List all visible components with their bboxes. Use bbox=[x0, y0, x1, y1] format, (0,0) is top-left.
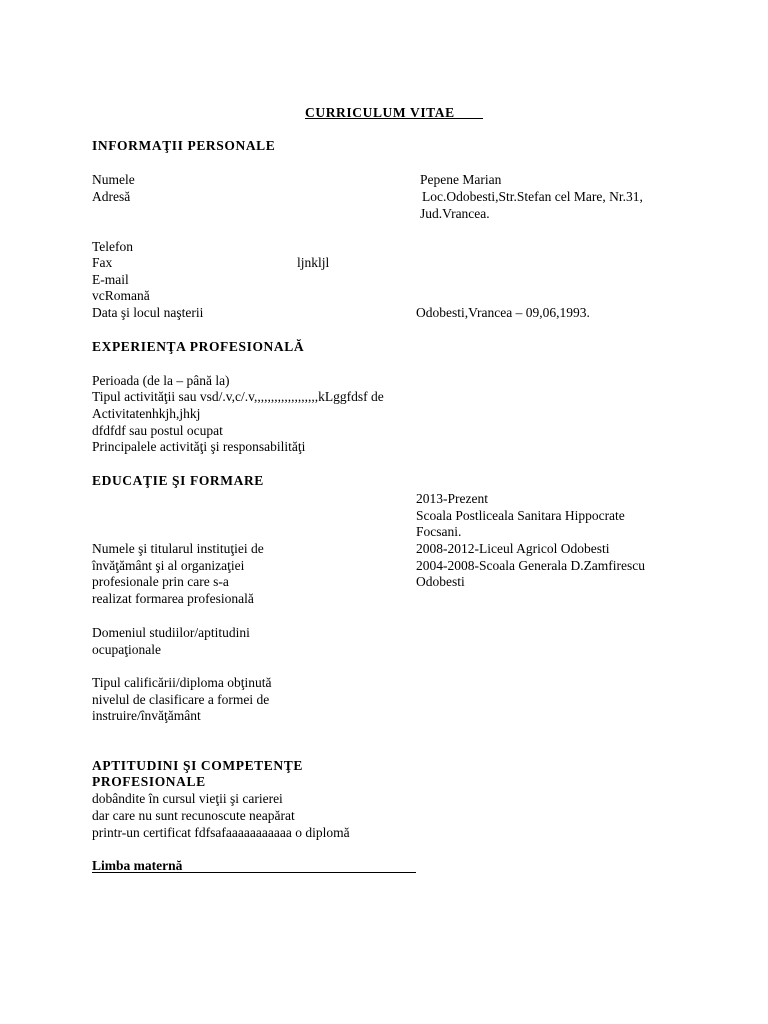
education-entry-3-city: Odobesti bbox=[416, 574, 465, 589]
skills-desc-2: dar care nu sunt recunoscute neapărat bbox=[92, 808, 295, 823]
address-line-2: Jud.Vrancea. bbox=[420, 206, 490, 221]
fax-value: ljnkljl bbox=[297, 255, 330, 270]
title-underline bbox=[305, 118, 483, 119]
institution-label-3: profesionale prin care s-a bbox=[92, 574, 229, 589]
domain-label-2: ocupaţionale bbox=[92, 642, 161, 657]
education-heading: EDUCAŢIE ŞI FORMARE bbox=[92, 473, 264, 488]
email-label: E-mail bbox=[92, 272, 129, 287]
mother-tongue-underline bbox=[92, 872, 416, 873]
qualification-label-2: nivelul de clasificare a formei de bbox=[92, 692, 270, 707]
name-label: Numele bbox=[92, 172, 135, 187]
activity-type-label: Tipul activităţii sau vsd/.v,c/.v,,,,,,,,,,,,,,,,,,,kLggfdsf de bbox=[92, 389, 384, 404]
personal-info-heading: INFORMAŢII PERSONALE bbox=[92, 138, 276, 153]
activity-type-label-2: Activitatenhkjh,jhkj bbox=[92, 406, 201, 421]
qualification-label-3: instruire/învăţământ bbox=[92, 708, 201, 723]
phone-label: Telefon bbox=[92, 239, 134, 254]
institution-label-2: învăţământ şi al organizaţiei bbox=[92, 558, 245, 573]
skills-desc-3: printr-un certificat fdfsafaaaaaaaaaaa o diplomă bbox=[92, 825, 350, 840]
mother-tongue-label: Limba maternă bbox=[92, 858, 183, 873]
responsibilities-label: Principalele activităţi şi responsabilităţi bbox=[92, 439, 306, 454]
education-entry-3: 2004-2008-Scoala Generala D.Zamfirescu bbox=[416, 558, 646, 573]
domain-label-1: Domeniul studiilor/aptitudini bbox=[92, 625, 250, 640]
address-label: Adresă bbox=[92, 189, 131, 204]
experience-heading: EXPERIENŢA PROFESIONALĂ bbox=[92, 339, 305, 354]
skills-heading-2: PROFESIONALE bbox=[92, 774, 206, 789]
address-line-1: Loc.Odobesti,Str.Stefan cel Mare, Nr.31, bbox=[422, 189, 643, 204]
name-value: Pepene Marian bbox=[420, 172, 502, 187]
education-entry-1-school: Scoala Postliceala Sanitara Hippocrate bbox=[416, 508, 625, 523]
position-label: dfdfdf sau postul ocupat bbox=[92, 423, 223, 438]
education-entry-2: 2008-2012-Liceul Agricol Odobesti bbox=[416, 541, 610, 556]
institution-label-4: realizat formarea profesională bbox=[92, 591, 254, 606]
birth-value: Odobesti,Vrancea – 09,06,1993. bbox=[416, 305, 590, 320]
skills-heading-1: APTITUDINI ŞI COMPETENŢE bbox=[92, 758, 303, 773]
skills-desc-1: dobândite în cursul vieţii şi carierei bbox=[92, 791, 283, 806]
period-label: Perioada (de la – până la) bbox=[92, 373, 230, 388]
qualification-label-1: Tipul calificării/diploma obţinută bbox=[92, 675, 272, 690]
birth-label: Data şi locul naşterii bbox=[92, 305, 204, 320]
education-entry-1-period: 2013-Prezent bbox=[416, 491, 488, 506]
education-entry-1-city: Focsani. bbox=[416, 524, 462, 539]
title-text: CURRICULUM VITAE bbox=[305, 105, 455, 120]
nationality-label: vcRomană bbox=[92, 288, 150, 303]
fax-label: Fax bbox=[92, 255, 113, 270]
institution-label-1: Numele şi titularul instituţiei de bbox=[92, 541, 264, 556]
